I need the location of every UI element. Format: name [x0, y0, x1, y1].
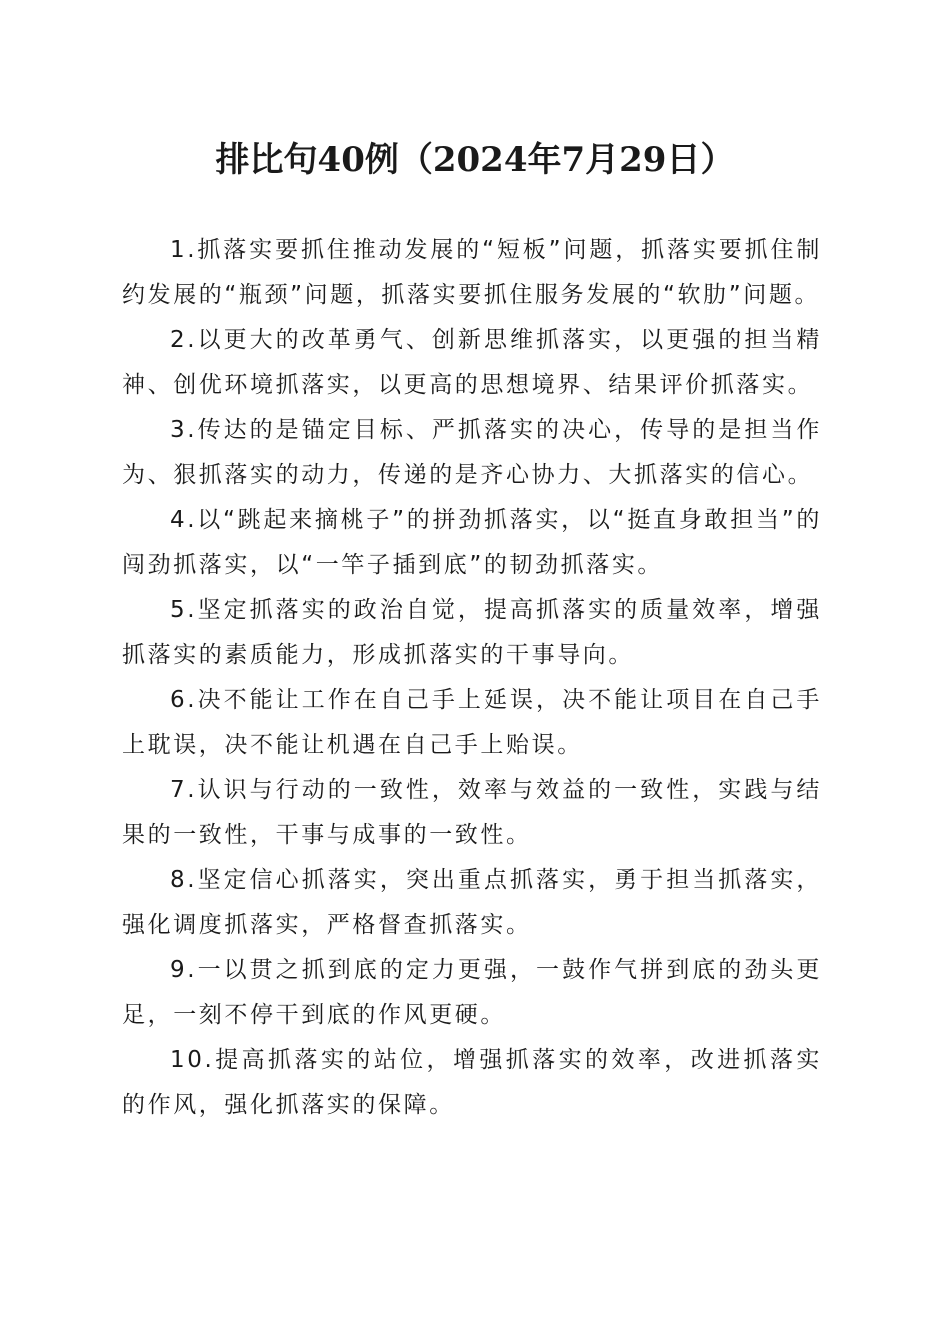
paragraph-3: 3.传达的是锚定目标、严抓落实的决心，传导的是担当作为、狠抓落实的动力，传递的是齐心协力、大抓落实的信心。: [122, 417, 822, 488]
paragraph-5: 5.坚定抓落实的政治自觉，提高抓落实的质量效率，增强抓落实的素质能力，形成抓落实的干事导向。: [122, 597, 822, 668]
paragraph-6: 6.决不能让工作在自己手上延误，决不能让项目在自己手上耽误，决不能让机遇在自己手上贻误。: [122, 687, 822, 758]
paragraph-8: 8.坚定信心抓落实，突出重点抓落实，勇于担当抓落实，强化调度抓落实，严格督查抓落实。: [122, 867, 822, 938]
document-title: 排比句40例（2024年7月29日）: [215, 140, 735, 180]
paragraph-4: 4.以“跳起来摘桃子”的拼劲抓落实，以“挺直身敢担当”的闯劲抓落实，以“一竿子插到底”的韧劲抓落实。: [122, 507, 822, 578]
paragraph-10: 10.提高抓落实的站位，增强抓落实的效率，改进抓落实的作风，强化抓落实的保障。: [122, 1047, 822, 1118]
paragraph-2: 2.以更大的改革勇气、创新思维抓落实，以更强的担当精神、创优环境抓落实，以更高的思想境界、结果评价抓落实。: [122, 327, 822, 398]
document-body: [122, 228, 822, 1128]
paragraph-1: 1.抓落实要抓住推动发展的“短板”问题，抓落实要抓住制约发展的“瓶颈”问题，抓落实要抓住服务发展的“软肋”问题。: [122, 237, 822, 308]
paragraph-7: 7.认识与行动的一致性，效率与效益的一致性，实践与结果的一致性，干事与成事的一致性。: [122, 777, 822, 848]
paragraph-9: 9.一以贯之抓到底的定力更强，一鼓作气拼到底的劲头更足，一刻不停干到底的作风更硬。: [122, 957, 822, 1028]
